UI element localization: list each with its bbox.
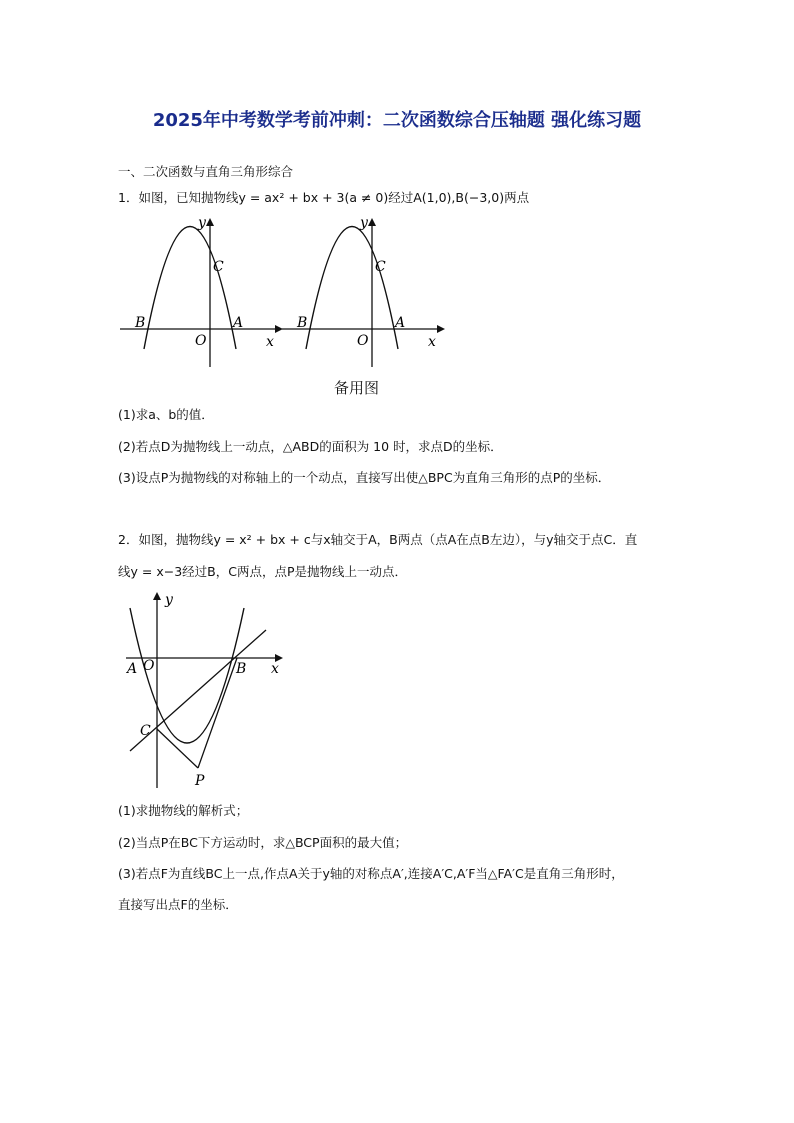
x-label: x xyxy=(266,334,274,350)
x-label: x xyxy=(428,334,436,350)
q1-graph-main xyxy=(115,212,285,372)
origin-label: O xyxy=(195,333,207,349)
q1-figure-caption: 备用图 xyxy=(334,379,380,397)
y-label: y xyxy=(198,215,206,231)
point-a-label: A xyxy=(127,661,138,677)
q1-graph-backup xyxy=(277,212,447,372)
x-axis-arrow xyxy=(437,325,445,333)
point-a-label: A xyxy=(233,315,244,331)
point-c-label: C xyxy=(375,259,386,275)
page-title: 2025年中考数学考前冲刺：二次函数综合压轴题 强化练习题 xyxy=(152,110,642,131)
y-axis-arrow xyxy=(153,592,161,600)
point-c-label: C xyxy=(140,723,151,739)
q2-stem-line-1: 2．如图，抛物线y = x² + bx + c与x轴交于A，B两点（点A在点B左边），与y轴交于点C．直 xyxy=(118,532,638,547)
q1-part-1: (1)求a、b的值． xyxy=(118,407,214,422)
point-b-label: B xyxy=(135,315,146,331)
section-heading: 一、二次函数与直角三角形综合 xyxy=(118,164,294,179)
point-b-label: B xyxy=(236,661,247,677)
y-label: y xyxy=(360,215,368,231)
point-a-label: A xyxy=(395,315,406,331)
parabola xyxy=(306,227,398,350)
origin-label: O xyxy=(357,333,369,349)
parabola xyxy=(144,227,236,350)
q1-stem: 1．如图，已知抛物线y = ax² + bx + 3(a ≠ 0)经过A(1,0),B(−3,0)两点 xyxy=(118,190,530,205)
q2-graph xyxy=(118,588,288,793)
q2-part-1: (1)求抛物线的解析式； xyxy=(118,803,249,818)
y-label: y xyxy=(165,592,173,608)
segment-cp xyxy=(157,729,198,768)
origin-label: O xyxy=(143,658,155,674)
q1-part-3: (3)设点P为抛物线的对称轴上的一个动点，直接写出使△BPC为直角三角形的点P的坐标． xyxy=(118,470,611,485)
q2-part-3-line-1: (3)若点F为直线BC上一点,作点A关于y轴的对称点A′,连接A′C,A′F当△FA′C是直角三角形时， xyxy=(118,866,624,881)
x-label: x xyxy=(271,661,279,677)
y-axis-arrow xyxy=(368,218,376,226)
point-p-label: P xyxy=(195,773,205,789)
q2-part-2: (2)当点P在BC下方运动时，求△BCP面积的最大值； xyxy=(118,835,408,850)
q2-part-3-line-2: 直接写出点F的坐标． xyxy=(118,897,238,912)
q2-stem-line-2: 线y = x−3经过B，C两点，点P是抛物线上一动点． xyxy=(118,564,407,579)
y-axis-arrow xyxy=(206,218,214,226)
point-c-label: C xyxy=(213,259,224,275)
point-b-label: B xyxy=(297,315,308,331)
q1-part-2: (2)若点D为抛物线上一动点，△ABD的面积为 10 时，求点D的坐标． xyxy=(118,439,503,454)
segment-bp xyxy=(198,658,237,768)
